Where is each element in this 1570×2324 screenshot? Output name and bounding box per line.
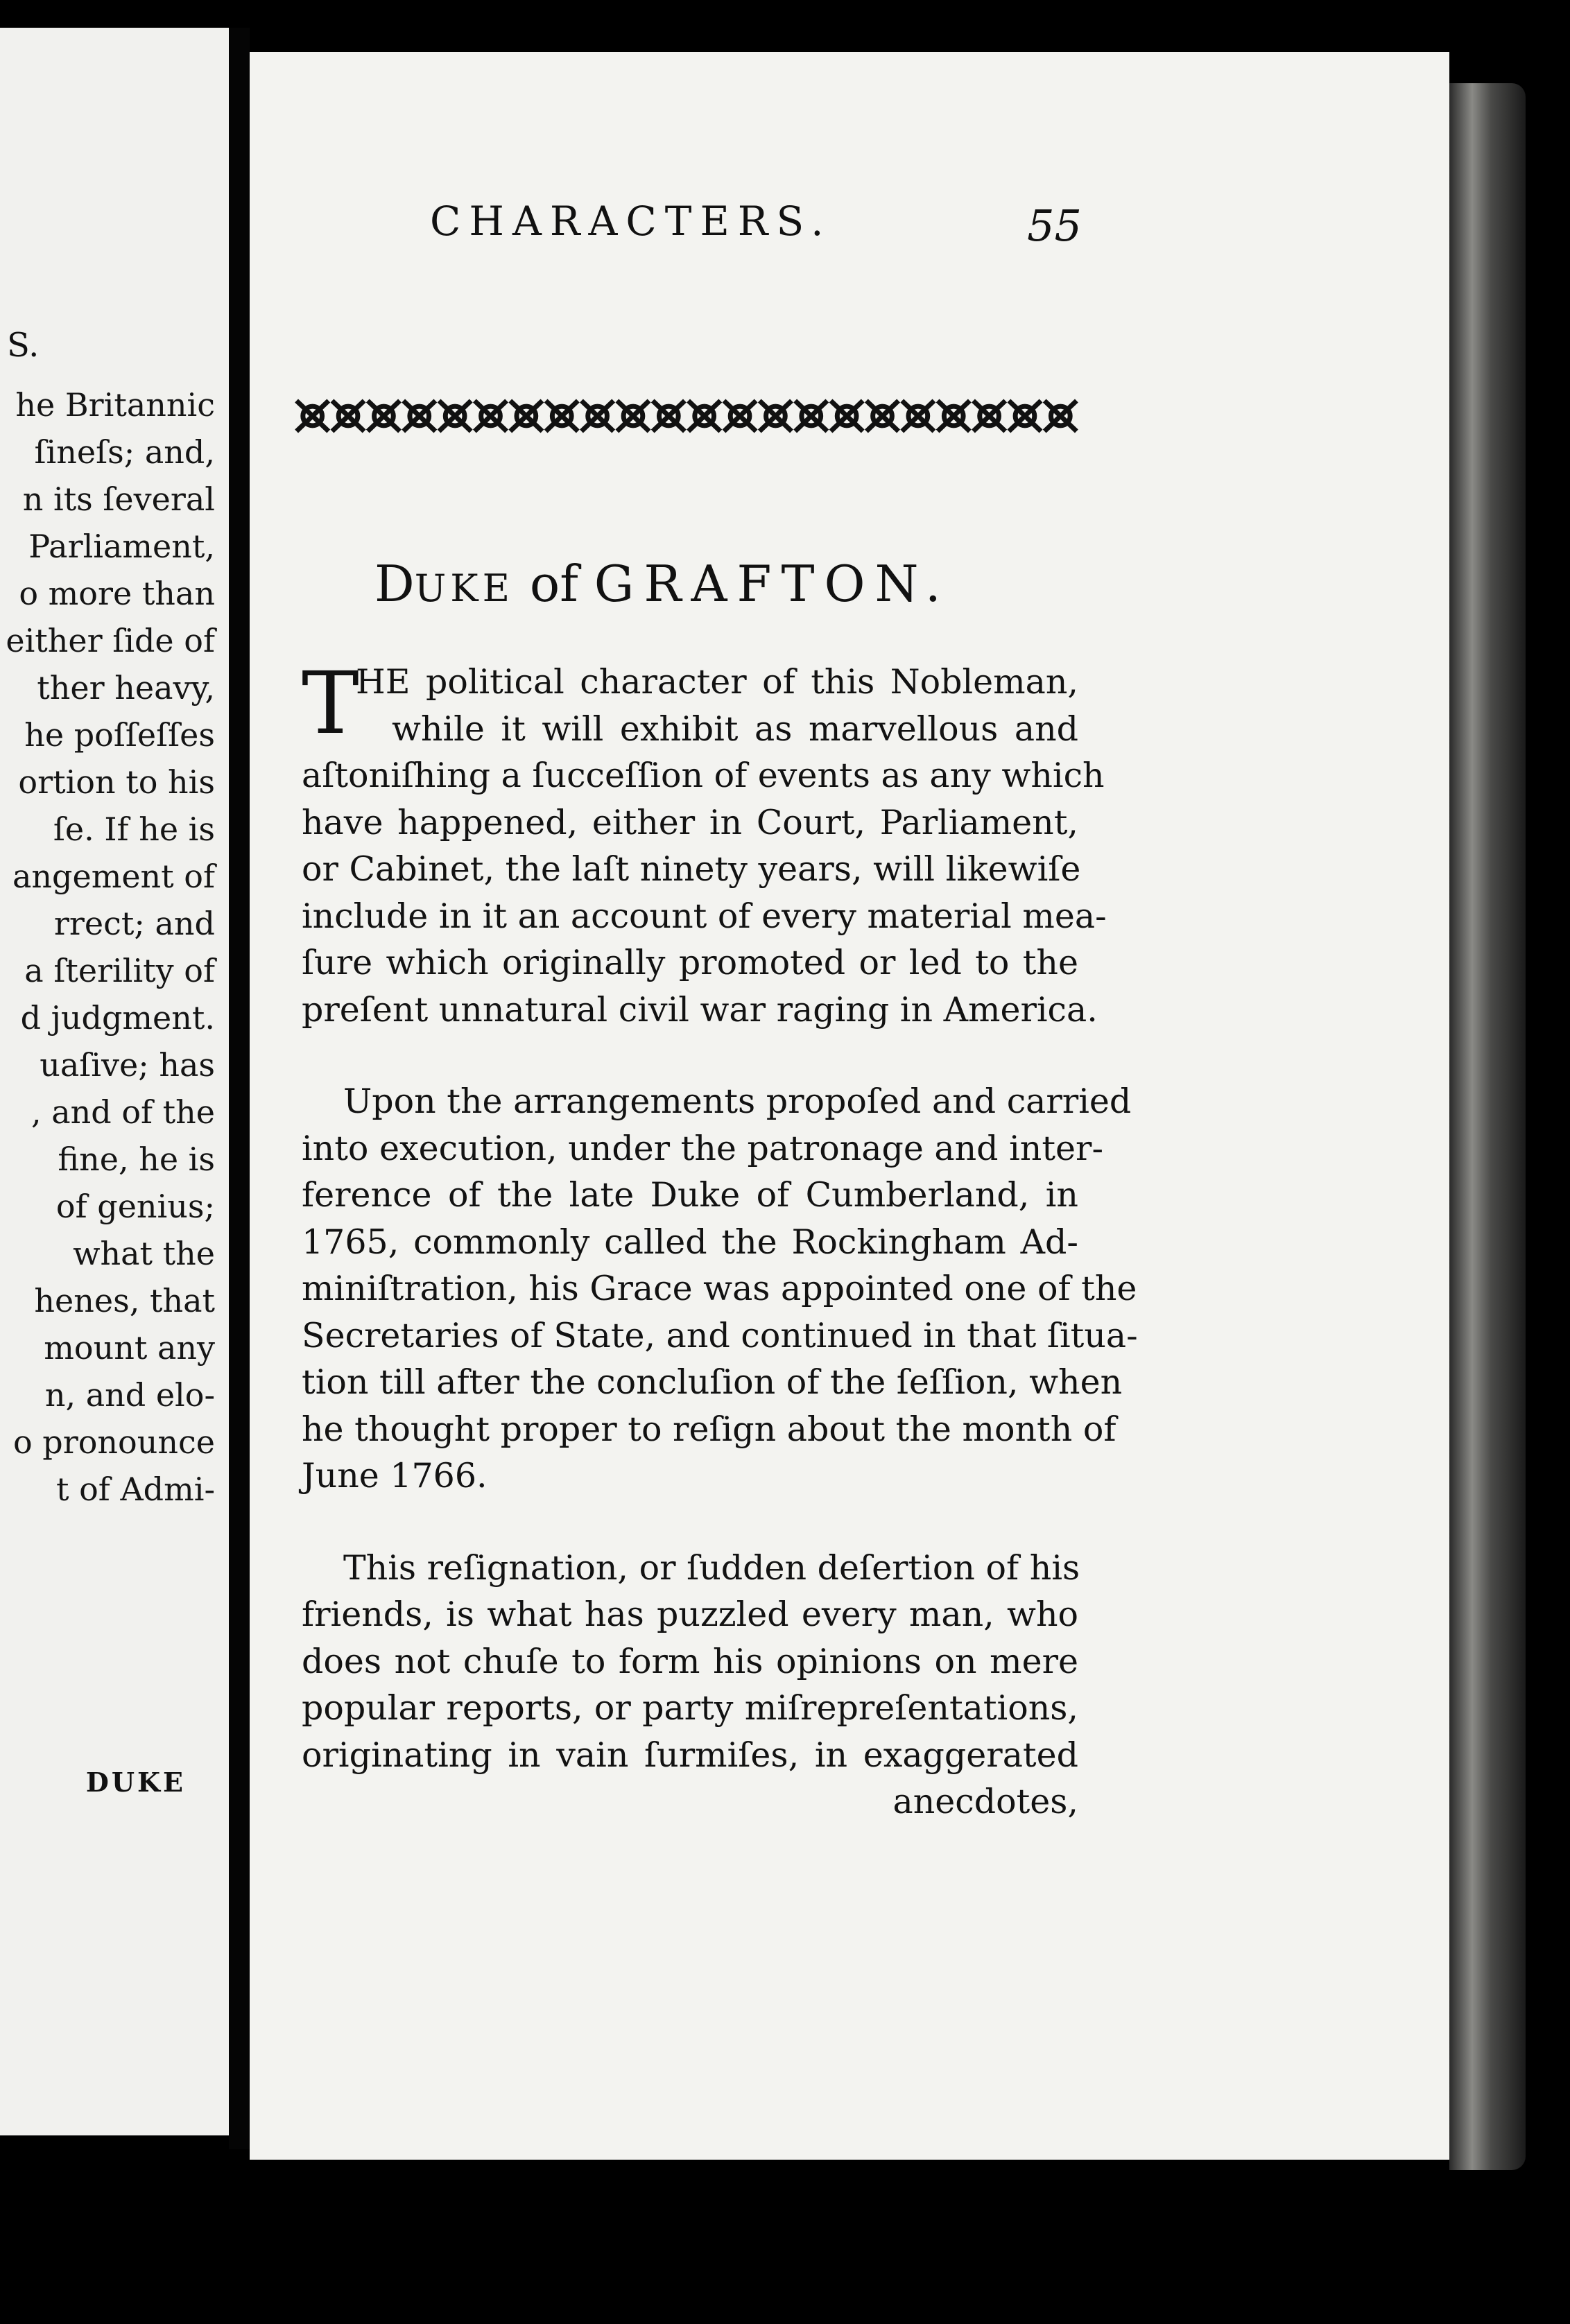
left-text-line: n its ſeveral xyxy=(22,480,215,518)
page-number: 55 xyxy=(1027,200,1082,251)
ornament-cross xyxy=(404,401,435,431)
ornament-cross xyxy=(332,401,364,431)
left-text-line: he Britannic xyxy=(15,386,215,424)
text-line: while it will exhibit as marvellous and xyxy=(392,709,1078,749)
ornament-cross xyxy=(653,401,684,431)
left-text-line: o pronounce xyxy=(12,1423,215,1461)
left-running-head: S. xyxy=(7,326,40,365)
ornament-cross xyxy=(1044,401,1076,431)
left-text-line: ortion to his xyxy=(18,763,215,801)
section-heading xyxy=(374,555,1040,613)
drop-cap: T xyxy=(302,654,359,754)
text-line: Secretaries of State, and continued in that ſitua- xyxy=(302,1315,1138,1355)
running-title: CHARACTERS. xyxy=(430,198,832,245)
text-line: HE political character of this Nobleman, xyxy=(356,662,1078,702)
heading-smallcaps: UKE xyxy=(414,566,515,610)
heading-initial: D xyxy=(374,555,415,613)
text-line: tion till after the concluſion of the ſeſſion, when xyxy=(302,1362,1123,1402)
ornament-cross xyxy=(902,401,934,431)
ornament-cross xyxy=(1009,401,1041,431)
left-text-line: of genius; xyxy=(55,1188,215,1225)
left-text-line: ſe. If he is xyxy=(53,810,215,848)
page-header xyxy=(430,170,1082,251)
text-line: friends, is what has puzzled every man, who xyxy=(302,1595,1078,1634)
ornament-cross xyxy=(973,401,1005,431)
ornament-cross xyxy=(724,401,756,431)
left-text-line: t of Admi- xyxy=(56,1471,215,1508)
body-text xyxy=(302,654,1138,1826)
left-text-line: o more than xyxy=(19,575,215,612)
text-line: Upon the arrangements propoſed and carried xyxy=(343,1082,1132,1121)
ornament-cross xyxy=(689,401,721,431)
text-line: 1765, commonly called the Rockingham Ad- xyxy=(302,1222,1078,1262)
ornament-cross xyxy=(581,401,613,431)
ornament-rule xyxy=(295,394,1078,438)
text-line: into execution, under the patronage and inter- xyxy=(302,1128,1104,1168)
text-line: preſent unnatural civil war raging in America. xyxy=(302,989,1098,1030)
left-text-line: Parliament, xyxy=(28,528,215,565)
text-line: popular reports, or party miſrepreſentations, xyxy=(302,1688,1078,1728)
text-line: miniſtration, his Grace was appointed one of the xyxy=(302,1269,1137,1308)
catchword: anecdotes, xyxy=(892,1782,1078,1821)
text-line: include in it an account of every material mea- xyxy=(302,896,1107,936)
text-line: June 1766. xyxy=(302,1456,488,1495)
ornament-cross xyxy=(439,401,471,431)
left-text-line: , and of the xyxy=(31,1093,215,1131)
book-gutter xyxy=(229,28,250,2149)
left-text-line: he poſſeſſes xyxy=(24,716,215,754)
ornament-cross xyxy=(297,401,329,431)
text-line: or Cabinet, the laſt ninety years, will likewiſe xyxy=(302,849,1081,889)
left-text-line: mount any xyxy=(44,1329,215,1367)
page-edge xyxy=(1449,83,1526,2170)
left-text-line: a ſterility of xyxy=(24,952,215,989)
text-line: aſtoniſhing a ſucceſſion of events as any which xyxy=(302,756,1105,795)
left-text-line: what the xyxy=(73,1235,215,1272)
text-line: ference of the late Duke of Cumberland, in xyxy=(302,1175,1078,1215)
left-text-line: angement of xyxy=(12,858,215,895)
left-text-line: ſineſs; and, xyxy=(34,433,215,471)
ornament-cross xyxy=(474,401,506,431)
heading-name: GRAFTON. xyxy=(594,555,951,613)
left-text-line: n, and elo- xyxy=(44,1376,215,1414)
text-line: have happened, either in Court, Parliament, xyxy=(302,802,1078,842)
ornament-cross xyxy=(546,401,578,431)
heading-of: of xyxy=(529,555,578,613)
left-page-text xyxy=(0,381,215,1513)
paragraph-3 xyxy=(302,1545,1078,1826)
left-text-line: henes, that xyxy=(34,1282,215,1319)
left-facing-page xyxy=(0,28,229,2135)
left-catchword: DUKE xyxy=(85,1767,186,1798)
left-text-line: either ſide of xyxy=(6,622,215,659)
left-text-line: rrect; and xyxy=(53,905,215,942)
ornament-cross xyxy=(831,401,863,431)
ornament-cross xyxy=(938,401,969,431)
text-line: he thought proper to reſign about the month of xyxy=(302,1409,1116,1449)
text-line: originating in vain ſurmiſes, in exaggerated xyxy=(302,1735,1078,1775)
left-text-line: d judgment. xyxy=(20,999,215,1037)
text-line: does not chuſe to form his opinions on mere xyxy=(302,1641,1078,1681)
left-text-line: fine, he is xyxy=(58,1141,215,1178)
ornament-cross xyxy=(368,401,399,431)
ornament-cross xyxy=(617,401,649,431)
ornament-cross xyxy=(510,401,542,431)
paragraph-1 xyxy=(302,654,1107,1033)
left-text-line: uaſive; has xyxy=(40,1046,215,1084)
text-line: This reſignation, or ſudden deſertion of his xyxy=(343,1547,1080,1588)
ornament-cross xyxy=(759,401,791,431)
ornament-cross xyxy=(795,401,827,431)
text-line: ſure which originally promoted or led to the xyxy=(302,943,1078,982)
left-text-line: ther heavy, xyxy=(37,669,215,706)
ornament-cross xyxy=(866,401,898,431)
paragraph-2 xyxy=(302,1078,1138,1500)
